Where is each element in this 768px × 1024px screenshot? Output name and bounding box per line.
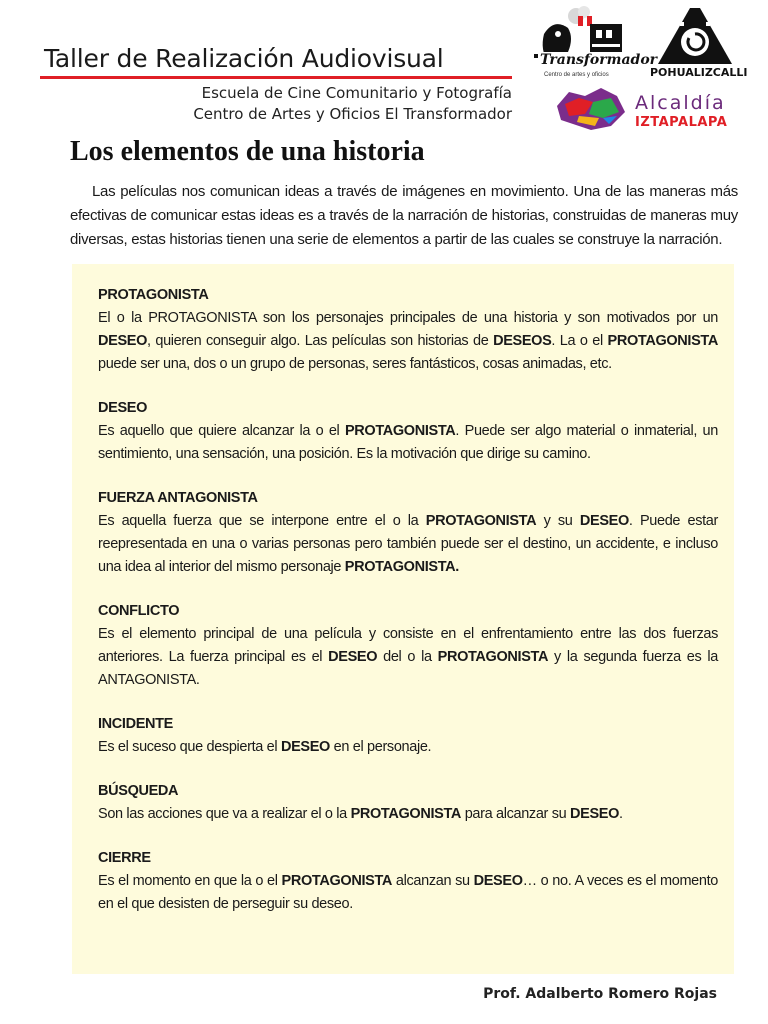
bold-term: PROTAGONISTA	[281, 873, 393, 889]
section-deseo	[98, 397, 718, 466]
pohualizcalli-logo-name: POHUALIZCALLI	[650, 66, 748, 79]
bold-term: PROTAGONISTA	[607, 333, 718, 349]
section-body	[98, 510, 718, 579]
section-body	[98, 420, 718, 466]
transformador-logo-name: Transformador	[540, 52, 658, 68]
section-heading: PROTAGONISTA	[98, 287, 209, 303]
body-text: El o la PROTAGONISTA son los personajes principales de una historia y son motivados por un	[98, 310, 718, 326]
body-text: para alcanzar su	[461, 806, 570, 822]
alcaldia-logo-place: IZTAPALAPA	[635, 115, 728, 130]
body-text: y su	[536, 513, 580, 529]
bold-term: DESEOS	[493, 333, 552, 349]
transformador-logo	[530, 4, 658, 84]
bold-term: PROTAGONISTA.	[344, 559, 459, 575]
bold-term: DESEO	[98, 333, 148, 349]
body-text: y la segunda fuerza es la ANTAGONISTA.	[98, 649, 718, 688]
body-text: en el personaje.	[329, 739, 432, 755]
body-text: . Puede ser algo material o inmaterial, un sentimiento, una sensación, una posición. Es la motivación que dirige su camino.	[98, 423, 718, 462]
body-text: .	[619, 806, 623, 822]
bold-term: PROTAGONISTA	[425, 513, 537, 529]
section-body	[98, 623, 718, 692]
body-text: Es aquello que quiere alcanzar la o el	[98, 423, 345, 439]
bold-term: DESEO	[328, 649, 378, 665]
section-cierre	[98, 847, 718, 916]
section-heading: INCIDENTE	[98, 716, 173, 732]
section-protagonista	[98, 284, 718, 376]
body-text: alcanzan su	[392, 873, 474, 889]
bold-term: PROTAGONISTA	[344, 423, 456, 439]
school-line-2: Centro de Artes y Oficios El Transformador	[193, 105, 512, 123]
intro-paragraph	[70, 180, 738, 252]
bold-term: DESEO	[570, 806, 620, 822]
section-body	[98, 870, 718, 916]
body-text: , quieren conseguir algo. Las películas son historias de	[147, 333, 494, 349]
bold-term: DESEO	[473, 873, 523, 889]
transformador-logo-tagline: Centro de artes y oficios	[544, 72, 609, 78]
section-heading: FUERZA ANTAGONISTA	[98, 490, 258, 506]
section-body	[98, 803, 718, 826]
sections-list	[98, 284, 718, 937]
bold-term: PROTAGONISTA	[350, 806, 462, 822]
elements-box	[72, 264, 734, 974]
section-fuerza-antagonista	[98, 487, 718, 579]
section-heading: DESEO	[98, 400, 148, 416]
body-text: . La o el	[551, 333, 608, 349]
body-text: . Puede estar reepresentada en una o varias personas pero también puede ser el destino, un accidente, e incluso una idea al interior del mismo personaje	[98, 513, 719, 575]
school-line-1: Escuela de Cine Comunitario y Fotografía	[201, 84, 512, 102]
section-conflicto	[98, 600, 718, 692]
bold-term: DESEO	[579, 513, 629, 529]
header-red-rule	[40, 76, 512, 79]
pohualizcalli-logo	[650, 4, 748, 84]
section-body	[98, 736, 718, 759]
document-title: Los elementos de una historia	[70, 136, 425, 167]
body-text: puede ser una, dos o un grupo de personas, seres fantásticos, cosas animadas, etc.	[98, 356, 612, 372]
bold-term: DESEO	[280, 739, 330, 755]
body-text: del o la	[377, 649, 438, 665]
bold-term: PROTAGONISTA	[437, 649, 549, 665]
section-heading: CONFLICTO	[98, 603, 180, 619]
header-title: Taller de Realización Audiovisual	[44, 44, 444, 73]
section-heading: CIERRE	[98, 850, 151, 866]
body-text: Son las acciones que va a realizar el o la	[98, 806, 351, 822]
footer-author: Prof. Adalberto Romero Rojas	[483, 986, 717, 1002]
section-incidente	[98, 713, 718, 759]
section-heading: BÚSQUEDA	[98, 783, 179, 799]
body-text: Es el momento en que la o el	[98, 873, 282, 889]
body-text: … o no. A veces es el momento en el que desisten de perseguir su deseo.	[98, 873, 719, 912]
section-busqueda	[98, 780, 718, 826]
alcaldia-iztapalapa-logo	[555, 86, 735, 134]
intro-text: Las películas nos comunican ideas a través de imágenes en movimiento. Una de las maneras más efectivas de comunicar estas ideas es a través de la narración de historias, construidas de maneras muy diversas, estas historias tienen una serie de elementos a partir de las cuales se construye la narración.	[70, 183, 738, 248]
alcaldia-logo-name: Alcaldía	[635, 92, 726, 114]
body-text: Es aquella fuerza que se interpone entre el o la	[98, 513, 426, 529]
body-text: Es el suceso que despierta el	[98, 739, 281, 755]
body-text: Es el elemento principal de una película y consiste en el enfrentamiento entre las dos fuerzas anteriores. La fuerza principal es el	[98, 626, 718, 665]
section-body	[98, 307, 718, 376]
